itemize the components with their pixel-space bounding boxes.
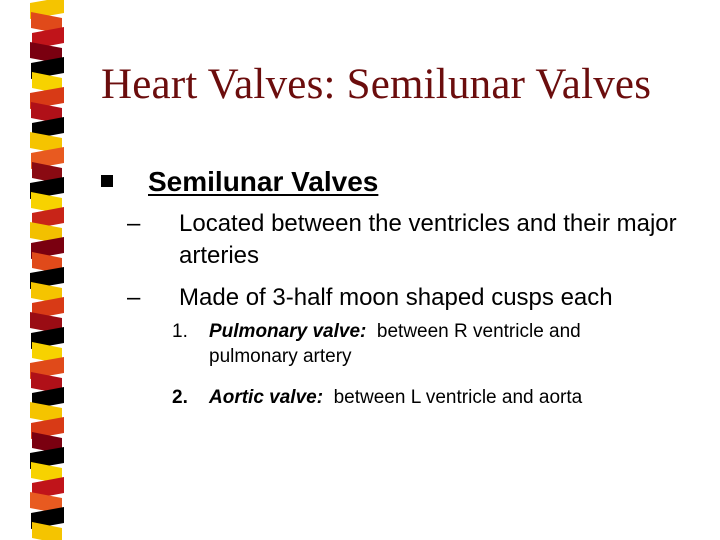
item-text-continuation: pulmonary artery [209, 346, 352, 367]
item-term: Pulmonary valve: [209, 321, 367, 342]
sub-bullet-text: Located between the ventricles and their major arteries [179, 210, 677, 269]
item-number: 2. [172, 387, 188, 408]
item-text: between R ventricle and [376, 321, 581, 342]
dash-bullet-icon: – [127, 210, 141, 237]
item-number: 1. [172, 321, 188, 342]
square-bullet-icon [101, 175, 113, 187]
decorative-stripe-band [0, 0, 74, 540]
item-body [209, 320, 709, 344]
item-body [209, 386, 709, 410]
slide-title: Heart Valves: Semilunar Valves [101, 61, 652, 108]
dash-bullet-icon: – [127, 284, 141, 311]
item-text: between L ventricle and aorta [333, 387, 583, 408]
sub-bullet-text: Made of 3-half moon shaped cusps each [179, 284, 613, 311]
main-bullet-text: Semilunar Valves [148, 166, 379, 197]
item-term: Aortic valve: [209, 387, 324, 408]
